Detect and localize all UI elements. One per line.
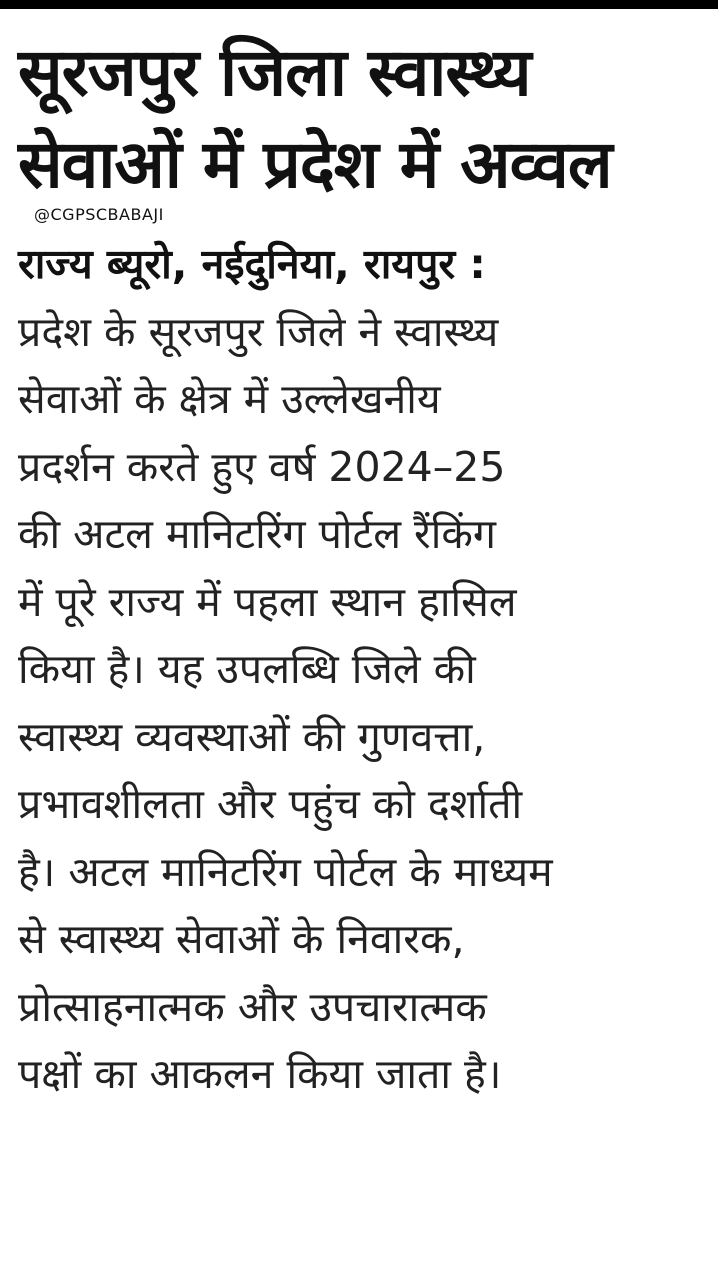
dateline: राज्य ब्यूरो, नईदुनिया, रायपुर : [18,240,486,288]
top-border-bar [0,0,718,9]
body-line-10: से स्वास्थ्य सेवाओं के निवारक, [18,915,465,963]
body-line-12: पक्षों का आकलन किया जाता है। [18,1050,502,1098]
body-line-8: प्रभावशीलता और पहुंच को दर्शाती [18,780,523,828]
body-line-7: स्वास्थ्य व्यवस्थाओं की गुणवत्ता, [18,712,486,761]
body-line-4: की अटल मानिटरिंग पोर्टल रैंकिंग [18,510,496,558]
article-body [18,231,708,1109]
body-line-11: प्रोत्साहनात्मक और उपचारात्मक [18,982,487,1031]
body-line-9: है। अटल मानिटरिंग पोर्टल के माध्यम [18,847,553,896]
body-line-3: प्रदर्शन करते हुए वर्ष 2024–25 [18,442,506,491]
headline [18,27,708,211]
headline-line-1: सूरजपुर जिला स्वास्थ्य [18,34,531,111]
news-clipping [0,9,718,1280]
body-line-2: सेवाओं के क्षेत्र में उल्लेखनीय [18,375,441,423]
body-line-6: किया है। यह उपलब्धि जिले की [18,645,476,693]
body-line-5: में पूरे राज्य में पहला स्थान हासिल [18,577,517,626]
watermark-handle: @CGPSCBABAJI [34,205,164,224]
body-line-1: प्रदेश के सूरजपुर जिले ने स्वास्थ्य [18,307,499,356]
headline-line-2: सेवाओं में प्रदेश में अव्वल [18,126,612,203]
